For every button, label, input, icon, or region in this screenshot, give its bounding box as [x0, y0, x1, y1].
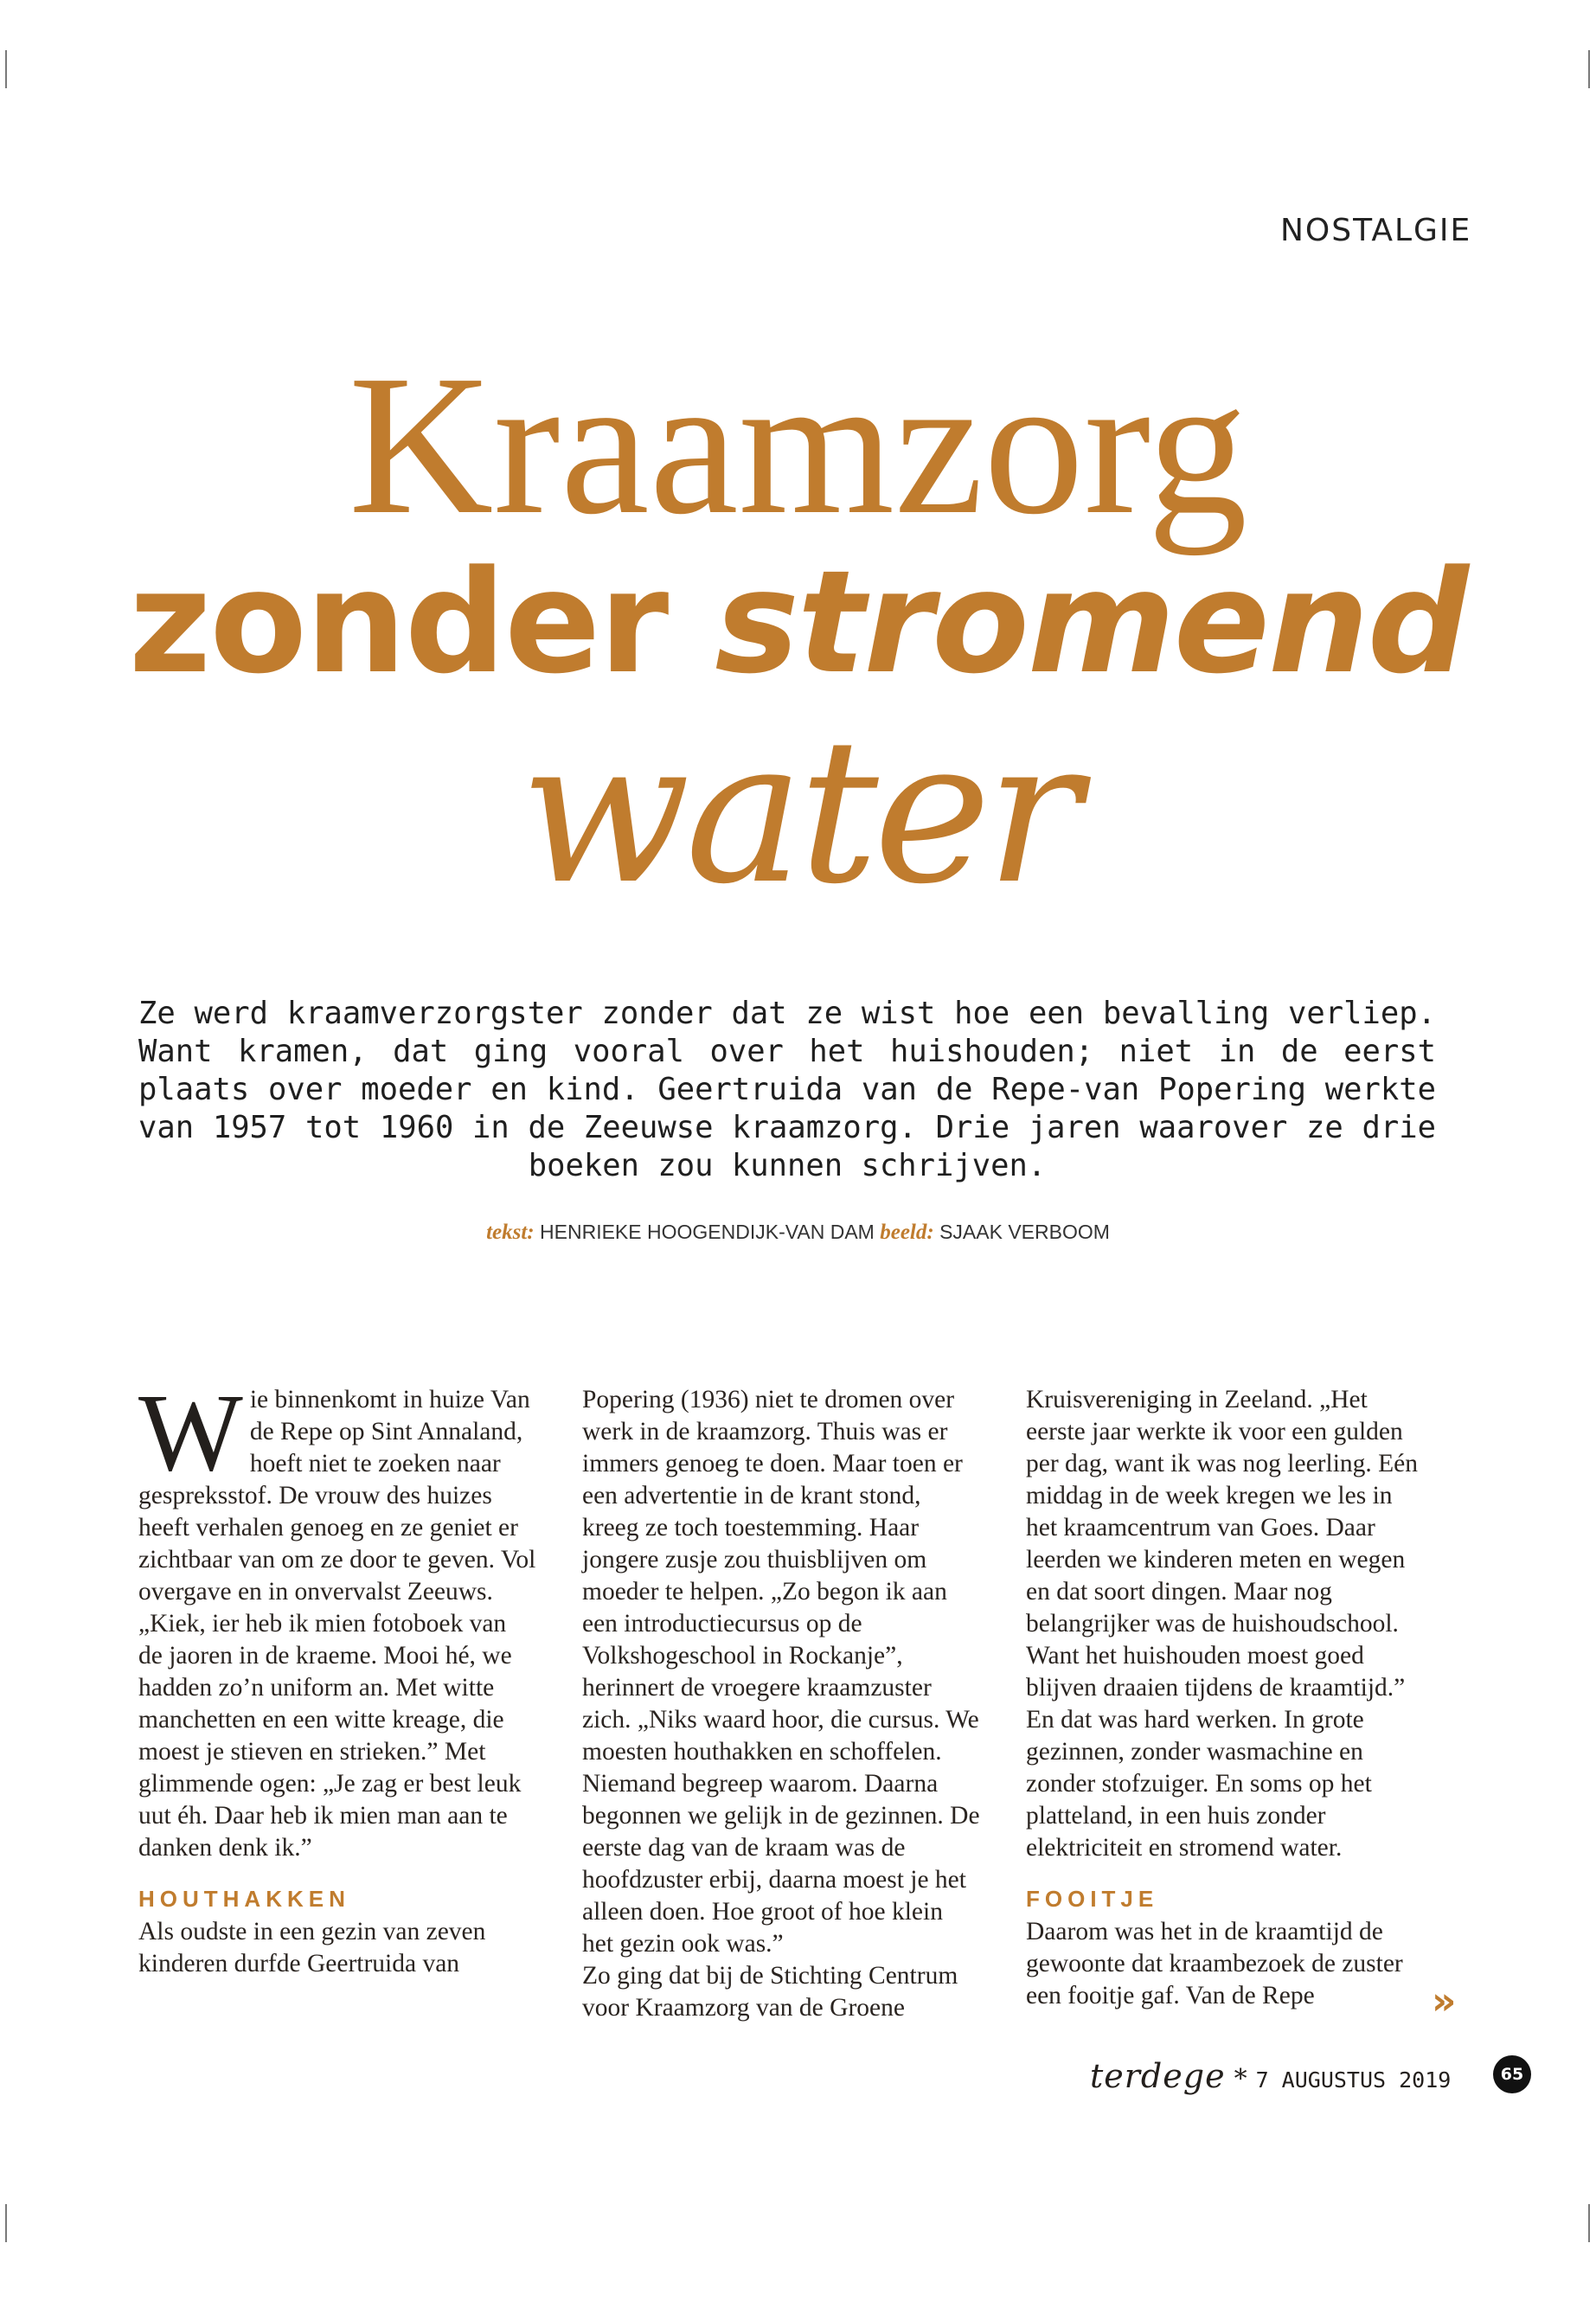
separator-star-icon: * [1234, 2064, 1247, 2094]
credit-image-label: beeld: [880, 1221, 934, 1244]
article-column-2 [582, 1384, 980, 2024]
credit-text-value: HENRIEKE HOOGENDIJK-VAN DAM [540, 1221, 875, 1243]
crop-mark-top-right [1588, 50, 1590, 88]
crop-mark-bottom-right [1588, 2204, 1590, 2242]
crop-mark-bottom-left [5, 2204, 7, 2242]
magazine-name: terdege [1090, 2057, 1226, 2095]
crop-mark-top-left [5, 50, 7, 88]
double-chevron-right-icon: » [1432, 1979, 1457, 2023]
credit-text-label: tekst: [486, 1221, 535, 1244]
title-line-3: water [520, 697, 1076, 928]
issue-date: 7 AUGUSTUS 2019 [1255, 2067, 1452, 2093]
title-line-2-plain: zonder [128, 540, 715, 705]
paragraph: Popering (1936) niet te dromen over werk in de kraamzorg. Thuis was er immers genoeg te doen. Maar toen er een advertentie in de krant stond, kreeg ze toch toestemming. Haar jongere zusje zou thuisblijven om moeder te helpen. „Zo begon ik aan een introductiecursus op de Volkshogeschool in Rockanje”, herinnert de vroegere kraamzuster zich. „Niks waard hoor, die cursus. We moesten houthakken en schoffelen. Niemand begreep waarom. Daarna begonnen we gelijk in de gezinnen. De eerste dag van de kraam was de hoofdzuster erbij, daarna moest je het alleen doen. Hoe groot of hoe klein het gezin ook was.” [582, 1386, 980, 1958]
subheading-fooitje: FOOITJE [1026, 1886, 1159, 1912]
subheading-houthakken: HOUTHAKKEN [138, 1886, 350, 1912]
page-footer [1090, 2057, 1452, 2095]
title-line-2 [0, 540, 1596, 705]
page-number: 65 [1493, 2055, 1531, 2093]
credit-image-value: SJAAK VERBOOM [939, 1221, 1110, 1243]
title-line-1: Kraamzorg [348, 334, 1248, 556]
paragraph: ie binnenkomt in huize Van de Repe op Sint Annaland, hoeft niet te zoeken naar gespreksstof. De vrouw des huizes heeft verhalen genoeg en ze geniet er zichtbaar van om ze door te geven. Vol overgave en in onvervalst Zeeuws. [138, 1386, 536, 1606]
paragraph: Als oudste in een gezin van zeven kinderen durfde Geertruida van [138, 1918, 486, 1977]
title-line-2-italic: stromend [715, 540, 1468, 705]
article-column-1 [138, 1371, 536, 1980]
intro-lede: Ze werd kraamverzorgster zonder dat ze wist hoe een bevalling verliep. Want kramen, dat ging vooral over het huishouden; niet in de eerst plaats over moeder en kind. Geertruida van de Repe-van Popering werkte van 1957 tot 1960 in de Zeeuwse kraamzorg. Drie jaren waarover ze drie boeken zou kunnen schrijven. [138, 996, 1436, 1183]
section-label: NOSTALGIE [1280, 213, 1472, 248]
paragraph: „Kiek, ier heb ik mien fotoboek van de jaoren in de kraeme. Mooi hé, we hadden zo’n uniform an. Met witte manchetten en een witte kreage, die moest je stieven en strieken.” Met glimmende ogen: „Je zag er best leuk uut éh. Daar heb ik mien man aan te danken denk ik.” [138, 1610, 522, 1862]
credits [0, 1221, 1596, 1245]
paragraph: Zo ging dat bij de Stichting Centrum voor Kraamzorg van de Groene [582, 1962, 958, 2022]
article-column-3 [1026, 1384, 1424, 2012]
drop-cap: W [138, 1371, 243, 1494]
paragraph: Daarom was het in de kraamtijd de gewoonte dat kraambezoek de zuster een fooitje gaf. Van de Repe [1026, 1918, 1403, 2009]
paragraph: Kruisvereniging in Zeeland. „Het eerste jaar werkte ik voor een gulden per dag, want ik was nog leerling. Eén middag in de week kregen we les in het kraamcentrum van Goes. Daar leerden we kinderen meten en wegen en dat soort dingen. Maar nog belangrijker was de huishoudschool. Want het huishouden moest goed blijven draaien tijdens de kraamtijd.” En dat was hard werken. In grote gezinnen, zonder wasmachine en zonder stofzuiger. En soms op het platteland, in een huis zonder elektriciteit en stromend water. [1026, 1386, 1419, 1862]
